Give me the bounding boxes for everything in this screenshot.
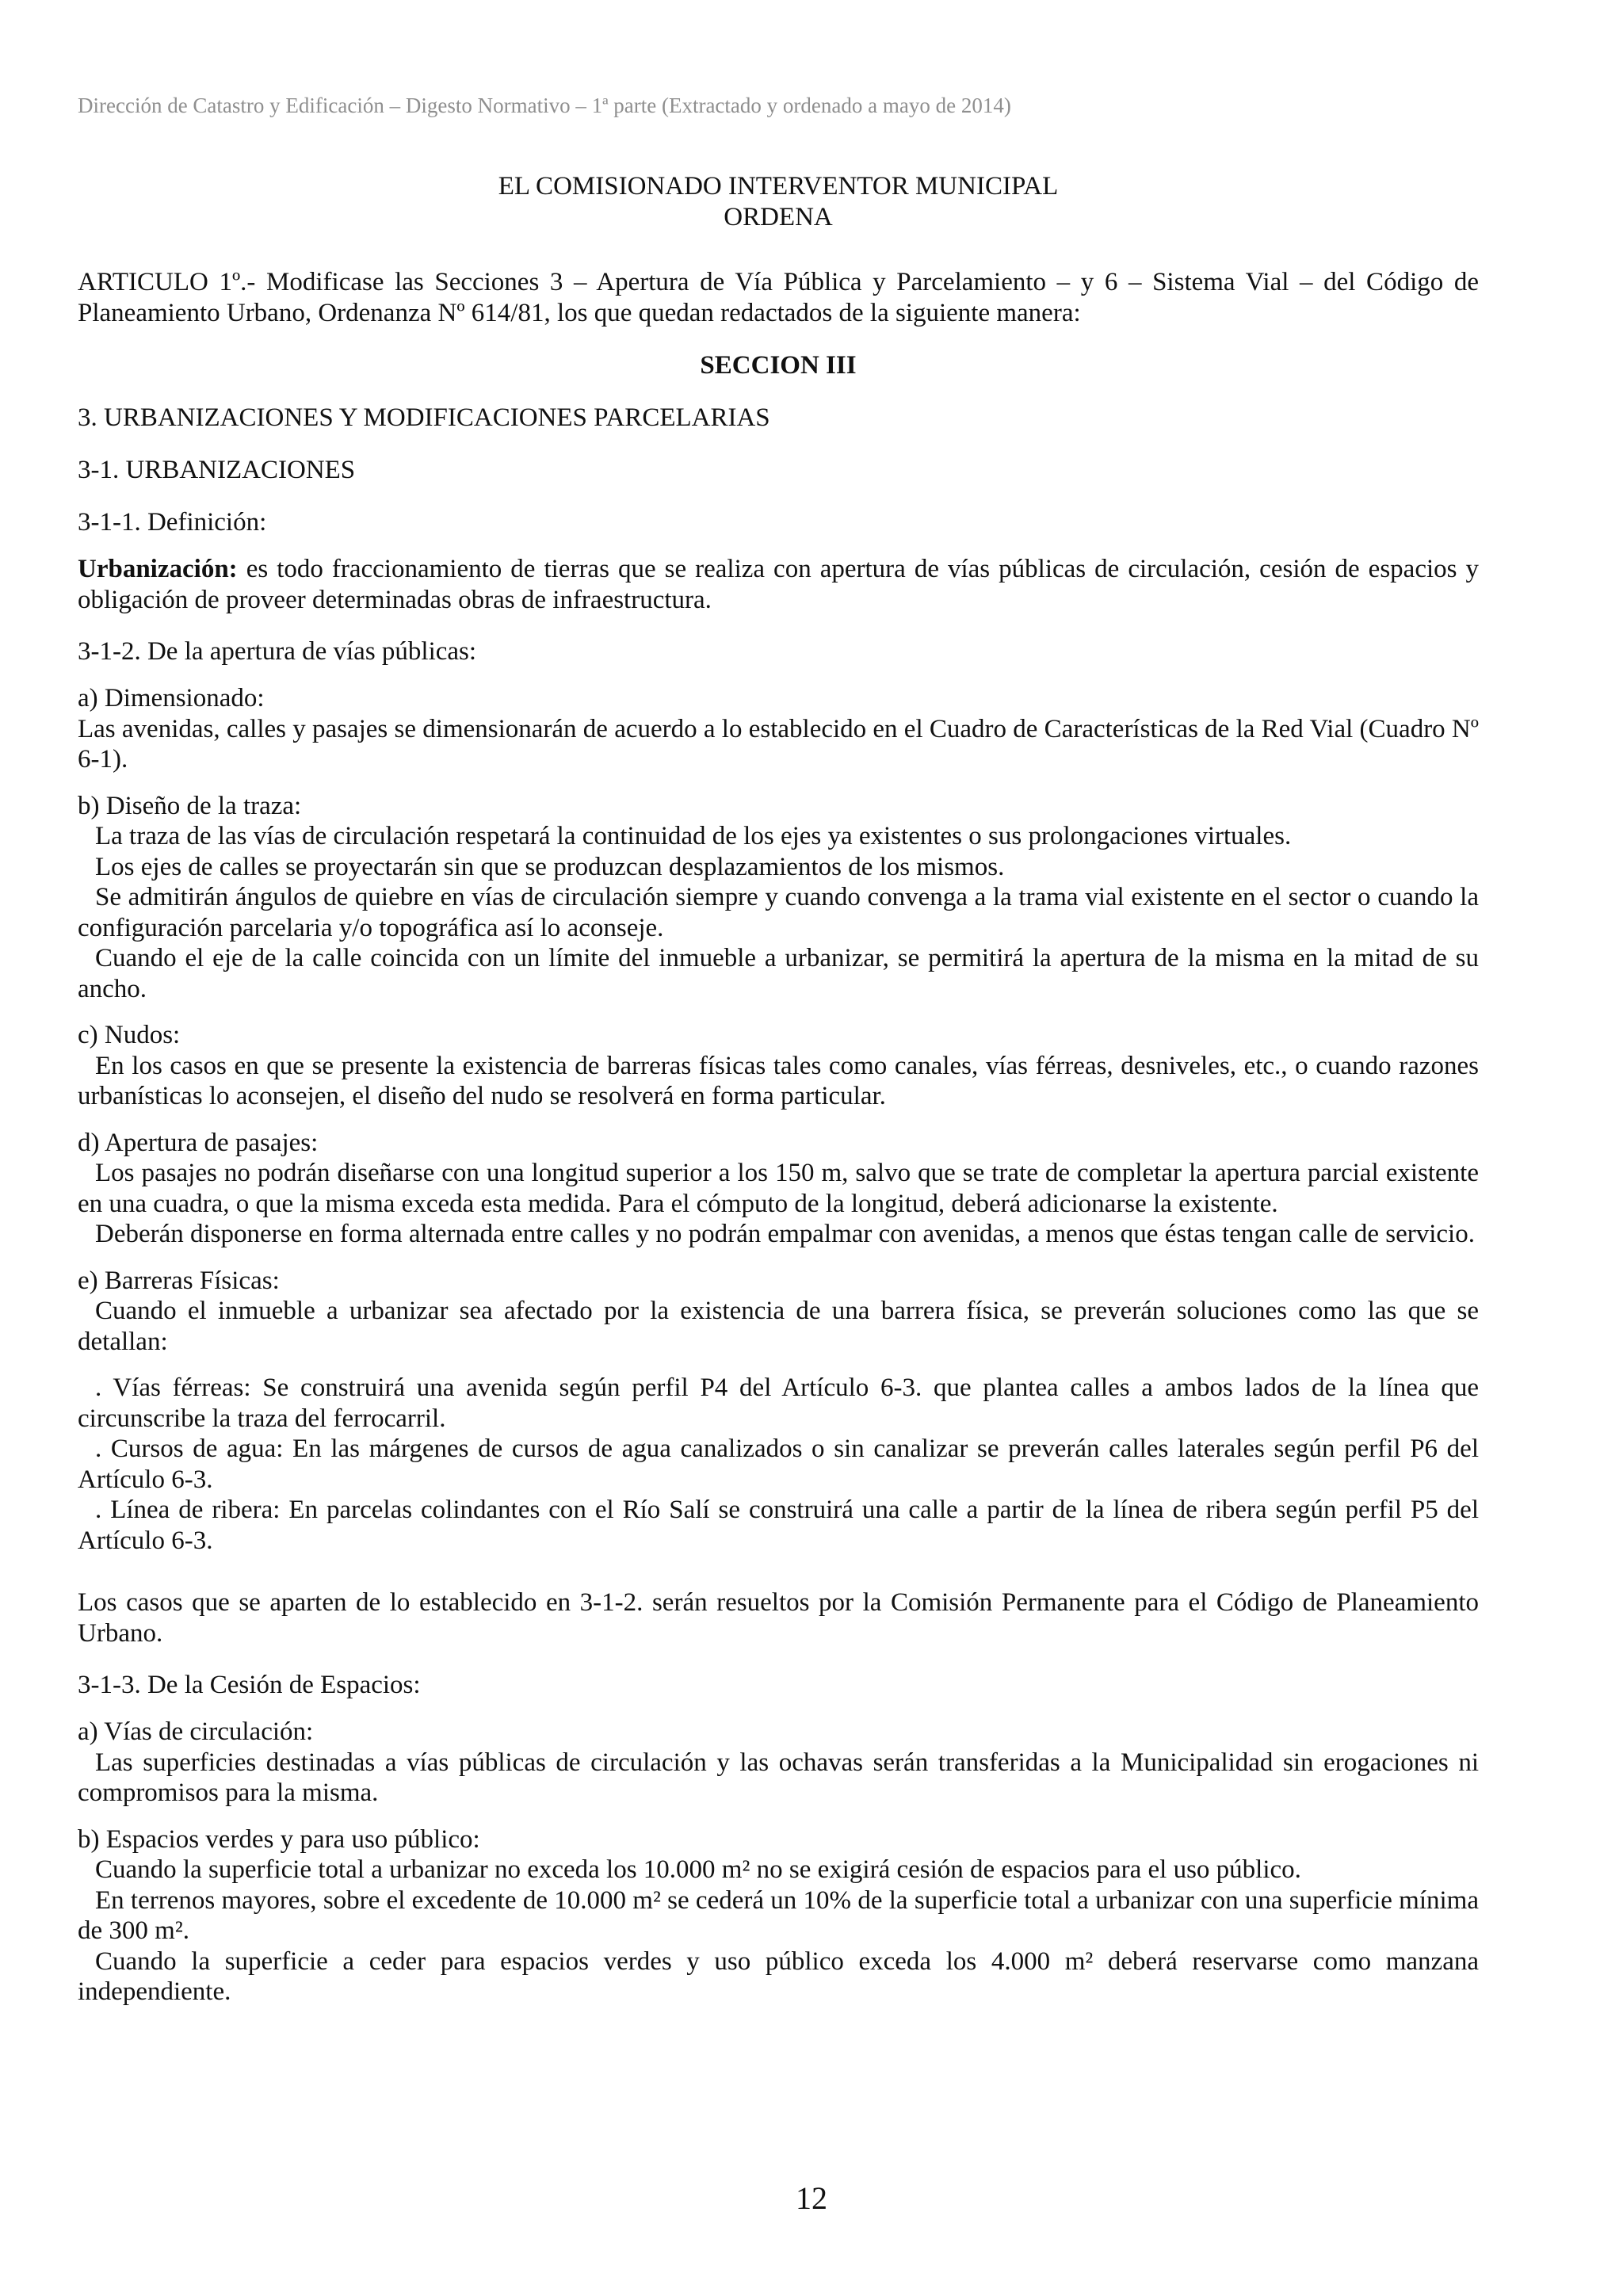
heading-3: 3. URBANIZACIONES Y MODIFICACIONES PARCELARIAS [78,403,770,432]
subsection-d-title: d) Apertura de pasajes: [78,1128,319,1157]
barrier-item: . Línea de ribera: En parcelas colindantes con el Río Salí se construirá una calle a partir de la línea de ribera según perfil P5 del Artículo 6-3. [78,1496,1479,1555]
subsection-c-paragraph: En los casos en que se presente la existencia de barreras físicas tales como canales, vías férreas, desniveles, etc., o cuando razones urbanísticas lo aconsejen, el diseño del nudo se resolverá en forma particular. [78,1051,1479,1110]
subsection-b-paragraph: Se admitirán ángulos de quiebre en vías de circulación siempre y cuando convenga a la trama vial existente en el sector o cuando la configuración parcelaria y/o topográfica así lo aconseje. [78,883,1479,942]
heading-3-1-3: 3-1-3. De la Cesión de Espacios: [78,1671,421,1699]
subsection-b-paragraph: Cuando el eje de la calle coincida con un límite del inmueble a urbanizar, se permitirá la apertura de la misma en la mitad de su ancho. [78,944,1479,1003]
subsection-e-title: e) Barreras Físicas: [78,1266,280,1295]
subsection-b-paragraph: Los ejes de calles se proyectarán sin que se produzcan desplazamientos de los mismos. [95,852,1005,881]
cession-b-paragraph: En terrenos mayores, sobre el excedente de 10.000 m² se cederá un 10% de la superficie total a urbanizar con una superficie mínima de 300 m². [78,1885,1479,1945]
subsection-d [78,1128,1479,1250]
subsection-d-paragraph: Los pasajes no podrán diseñarse con una longitud superior a los 150 m, salvo que se trate de completar la apertura parcial existente en una cuadra, o que la misma exceda esta medida. Para el cómputo de la longitud, deberá adicionarse la existente. [78,1159,1479,1218]
subsection-d-paragraph: Deberán disponerse en forma alternada entre calles y no podrán empalmar con avenidas, a menos que éstas tengan calle de servicio. [95,1220,1475,1248]
cession-b-paragraph: Cuando la superficie a ceder para espacios verdes y uso público exceda los 4.000 m² deberá reservarse como manzana independiente. [78,1946,1479,2006]
barrier-item: . Vías férreas: Se construirá una avenida según perfil P4 del Artículo 6-3. que plantea calles a ambos lados de la línea que circunscribe la traza del ferrocarril. [78,1373,1479,1433]
decree-heading [78,171,1479,233]
section-title: SECCION III [700,351,857,380]
exceptions-paragraph: Los casos que se aparten de lo establecido en 3-1-2. serán resueltos por la Comisión Permanente para el Código de Planeamiento Urbano. [78,1588,1479,1648]
subsection-c [78,1020,1479,1112]
heading-3-1-2: 3-1-2. De la apertura de vías públicas: [78,637,477,666]
subsection-b-title: b) Diseño de la traza: [78,791,302,820]
subsection-b-paragraph: La traza de las vías de circulación respetará la continuidad de los ejes ya existentes o sus prolongaciones virtuales. [95,822,1292,850]
heading-3-1-1: 3-1-1. Definición: [78,508,267,537]
subsection-a [78,683,1479,775]
cession-b [78,1824,1479,2008]
definition-text: es todo fraccionamiento de tierras que se realiza con apertura de vías públicas de circulación, cesión de espacios y obligación de proveer determinadas obras de infraestructura. [78,555,1479,614]
document-body [78,87,1479,2008]
article-1: ARTICULO 1º.- Modificase las Secciones 3 – Apertura de Vía Pública y Parcelamiento – y 6 – Sistema Vial – del Código de Planeamiento Urbano, Ordenanza Nº 614/81, los que quedan redactados de la siguiente manera: [78,268,1479,327]
subsection-c-title: c) Nudos: [78,1021,181,1049]
definition-term: Urbanización: [78,555,238,583]
heading-3-1: 3-1. URBANIZACIONES [78,456,356,484]
ordena-line: ORDENA [724,203,833,231]
page-number: 12 [796,2180,827,2216]
cession-a [78,1717,1479,1809]
running-header: Dirección de Catastro y Edificación – Digesto Normativo – 1ª parte (Extractado y ordenado a mayo de 2014) [78,94,1011,117]
cession-a-title: a) Vías de circulación: [78,1717,314,1746]
subsection-b [78,791,1479,1005]
cession-b-paragraph: Cuando la superficie total a urbanizar no exceda los 10.000 m² no se exigirá cesión de espacios para el uso público. [95,1855,1301,1884]
subsection-a-text: Las avenidas, calles y pasajes se dimensionarán de acuerdo a lo establecido en el Cuadro de Características de la Red Vial (Cuadro Nº 6-1). [78,714,1479,774]
subsection-e-paragraph: Cuando el inmueble a urbanizar sea afectado por la existencia de una barrera física, se preverán soluciones como las que se detallan: [78,1297,1479,1356]
subsection-a-title: a) Dimensionado: [78,684,265,712]
authority-line: EL COMISIONADO INTERVENTOR MUNICIPAL [498,172,1059,201]
subsection-e [78,1266,1479,1358]
definition-paragraph [78,554,1479,615]
cession-a-paragraph: Las superficies destinadas a vías públicas de circulación y las ochavas serán transferidas a la Municipalidad sin erogaciones ni compromisos para la misma. [78,1748,1479,1807]
barrier-list [78,1373,1479,1556]
barrier-item: . Cursos de agua: En las márgenes de cursos de agua canalizados o sin canalizar se preverán calles laterales según perfil P6 del Artículo 6-3. [78,1435,1479,1494]
cession-b-title: b) Espacios verdes y para uso público: [78,1824,480,1854]
